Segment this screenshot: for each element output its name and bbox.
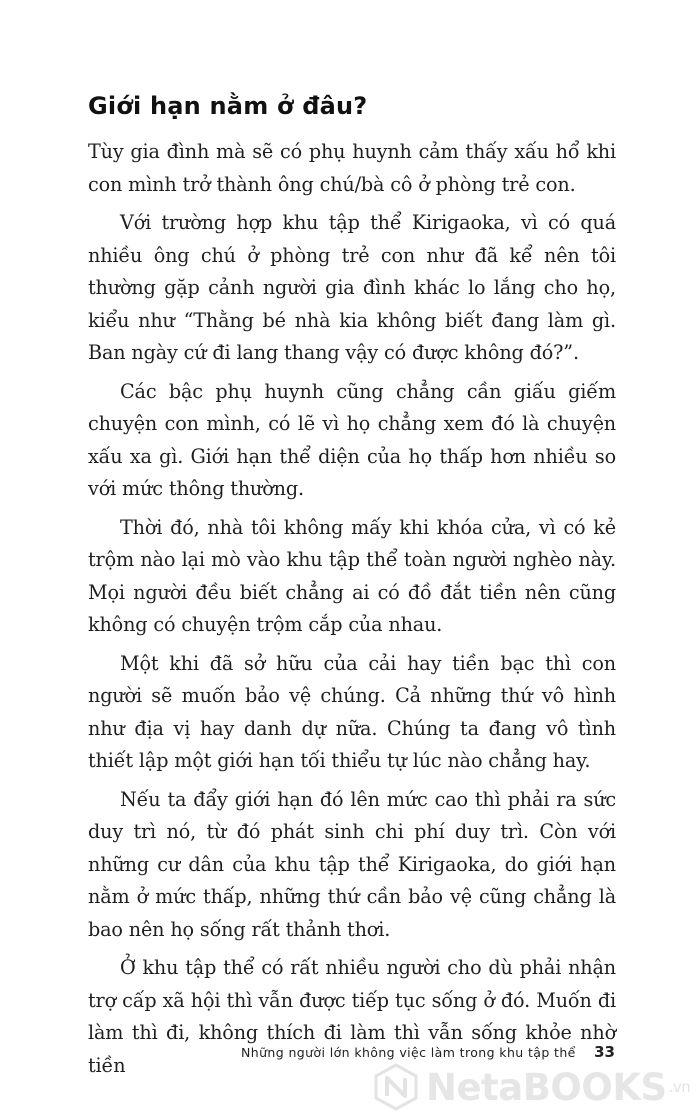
paragraph: Ở khu tập thể có rất nhiều người cho dù phải nhận trợ cấp xã hội thì vẫn được tiếp tục sống ở đó. Muốn đi làm thì đi, không thích đi làm thì vẫn sống khỏe nhờ tiền (88, 956, 616, 1077)
page-number: 33 (594, 1043, 615, 1061)
body-text (88, 136, 616, 1088)
section-heading: Giới hạn nằm ở đâu? (88, 92, 368, 120)
netabooks-logo-icon (372, 1063, 420, 1111)
paragraph: Nếu ta đẩy giới hạn đó lên mức cao thì phải ra sức duy trì nó, từ đó phát sinh chi phí duy trì. Còn với những cư dân của khu tập thể Kirigaoka, do giới hạn nằm ở mức thấp, những thứ cần bảo vệ cũng chẳng là bao nên họ sống rất thảnh thơi. (88, 787, 616, 941)
paragraph: Các bậc phụ huynh cũng chẳng cần giấu giếm chuyện con mình, có lẽ vì họ chẳng xem đó là chuyện xấu xa gì. Giới hạn thể diện của họ thấp hơn nhiều so với mức thông thường. (88, 379, 616, 500)
watermark (372, 1062, 692, 1112)
watermark-brand: NetaBOOKS (426, 1065, 667, 1109)
paragraph: Thời đó, nhà tôi không mấy khi khóa cửa, vì có kẻ trộm nào lại mò vào khu tập thể toàn người nghèo này. Mọi người đều biết chẳng ai có đồ đắt tiền nên cũng không có chuyện trộm cắp của nhau. (88, 515, 616, 636)
running-title: Những người lớn không việc làm trong khu tập thể (241, 1045, 576, 1060)
page-footer (0, 1043, 615, 1061)
paragraph: Với trường hợp khu tập thể Kirigaoka, vì có quá nhiều ông chú ở phòng trẻ con như đã kể nên tôi thường gặp cảnh người gia đình khác lo lắng cho họ, kiểu như “Thằng bé nhà kia không biết đang làm gì. Ban ngày cứ đi lang thang vậy có được không đó?”. (88, 211, 616, 364)
paragraph: Tùy gia đình mà sẽ có phụ huynh cảm thấy xấu hổ khi con mình trở thành ông chú/bà cô ở phòng trẻ con. (88, 140, 616, 196)
watermark-suffix: .vn (668, 1078, 691, 1096)
paragraph: Một khi đã sở hữu của cải hay tiền bạc thì con người sẽ muốn bảo vệ chúng. Cả những thứ vô hình như địa vị hay danh dự nữa. Chúng ta đang vô tình thiết lập một giới hạn tối thiểu tự lúc nào chẳng hay. (88, 651, 616, 772)
